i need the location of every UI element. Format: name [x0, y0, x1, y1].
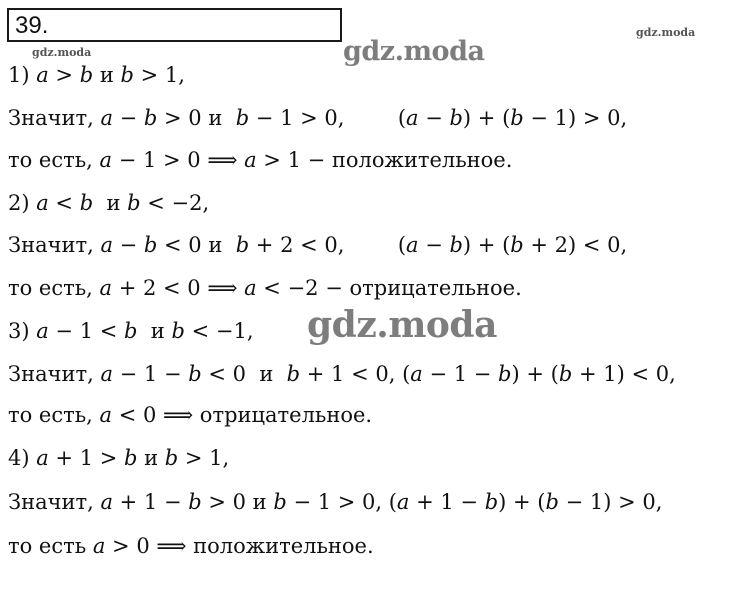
- case-3-conclusion: то есть, 𝑎 < 0 ⟹ отрицательное.: [8, 403, 373, 427]
- case-2-condition: 2) 𝑎 < 𝑏 и 𝑏 < −2,: [8, 191, 210, 215]
- case-1-reasoning: Значит, 𝑎 − 𝑏 > 0 и 𝑏 − 1 > 0, (𝑎 − 𝑏) + (𝑏 − 1) > 0,: [8, 106, 628, 130]
- watermark-large-top: gdz.moda: [343, 36, 485, 67]
- case-2-conclusion: то есть, 𝑎 + 2 < 0 ⟹ 𝑎 < −2 − отрицательное.: [8, 276, 522, 300]
- watermark-large-middle: gdz.moda: [307, 304, 497, 346]
- case-4-condition: 4) 𝑎 + 1 > 𝑏 и 𝑏 > 1,: [8, 446, 230, 470]
- case-4-conclusion: то есть 𝑎 > 0 ⟹ положительное.: [8, 534, 374, 558]
- watermark-small-left: gdz.moda: [32, 46, 92, 59]
- task-number: 39.: [15, 12, 49, 39]
- case-4-reasoning: Значит, 𝑎 + 1 − 𝑏 > 0 и 𝑏 − 1 > 0, (𝑎 + 1 − 𝑏) + (𝑏 − 1) > 0,: [8, 490, 663, 514]
- task-header-box: [7, 8, 342, 42]
- case-1-condition: 1) 𝑎 > 𝑏 и 𝑏 > 1,: [8, 63, 185, 87]
- case-1-conclusion: то есть, 𝑎 − 1 > 0 ⟹ 𝑎 > 1 − положительное.: [8, 148, 513, 172]
- watermark-small-right: gdz.moda: [636, 26, 696, 39]
- case-3-reasoning: Значит, 𝑎 − 1 − 𝑏 < 0 и 𝑏 + 1 < 0, (𝑎 − 1 − 𝑏) + (𝑏 + 1) < 0,: [8, 362, 676, 386]
- case-2-reasoning: Значит, 𝑎 − 𝑏 < 0 и 𝑏 + 2 < 0, (𝑎 − 𝑏) + (𝑏 + 2) < 0,: [8, 233, 628, 257]
- case-3-condition: 3) 𝑎 − 1 < 𝑏 и 𝑏 < −1,: [8, 319, 254, 343]
